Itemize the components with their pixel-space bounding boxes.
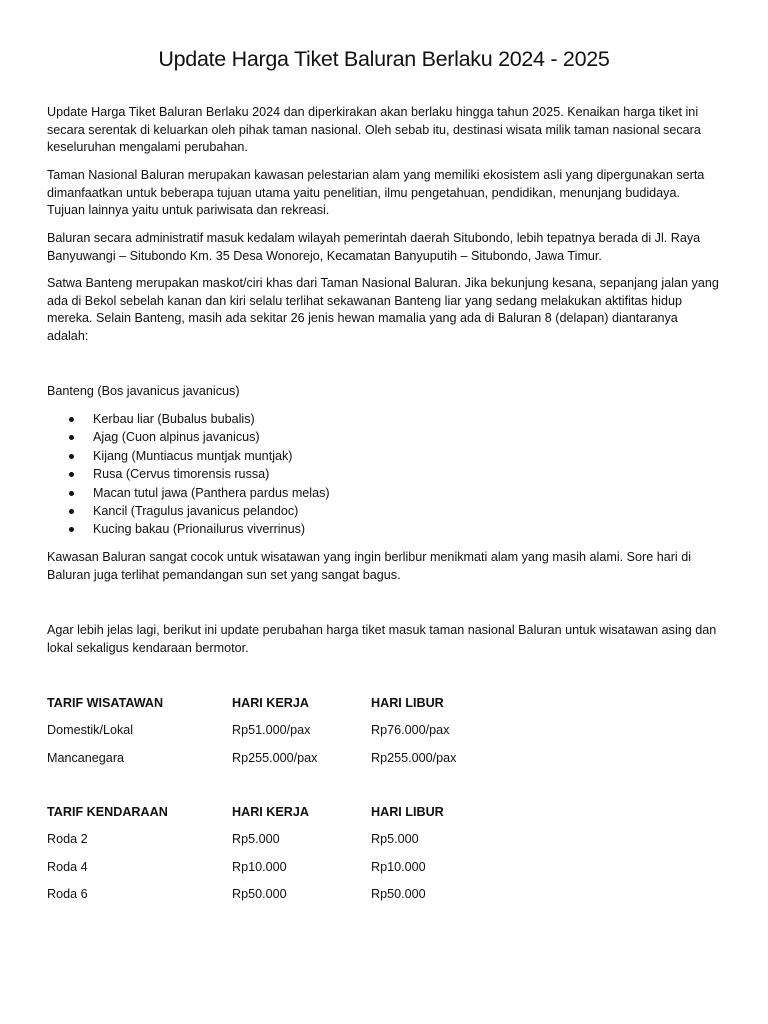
paragraph-intro-price-update: Update Harga Tiket Baluran Berlaku 2024 dan diperkirakan akan berlaku hingga tahun 2025. Kenaikan harga tiket ini secara serentak di keluarkan oleh pihak taman nasional. Oleh sebab itu, destinasi wisata milik taman nasional secara keseluruhan mengalami perubahan.: [47, 105, 701, 155]
table-cell: Rp5.000: [371, 832, 419, 847]
table-cell: Roda 2: [47, 832, 88, 847]
list-item: [47, 447, 330, 465]
list-item: [47, 428, 330, 446]
table-cell: Rp50.000: [371, 887, 426, 902]
paragraph-park-description: Taman Nasional Baluran merupakan kawasan pelestarian alam yang memiliki ekosistem asli yang dipergunakan serta dimanfaatkan untuk beberapa tujuan utama yaitu penelitian, ilmu pengetahuan, pendidikan, menunjang budidaya. Tujuan lainnya yaitu untuk pariwisata dan rekreasi.: [47, 168, 705, 218]
bullet-icon: [69, 491, 74, 496]
column-header: HARI KERJA: [232, 696, 309, 710]
list-item-text: Kancil (Tragulus javanicus pelandoc): [93, 503, 299, 518]
table-cell: Rp255.000/pax: [371, 750, 457, 765]
list-item: [47, 520, 330, 538]
first-species-line: Banteng (Bos javanicus javanicus): [47, 384, 240, 398]
table-cell: Rp76.000/pax: [371, 723, 450, 738]
paragraph-location: Baluran secara administratif masuk kedalam wilayah pemerintah daerah Situbondo, lebih tepatnya berada di Jl. Raya Banyuwangi – Situbondo Km. 35 Desa Wonorejo, Kecamatan Banyuputih – Situbondo, Jawa Timur.: [47, 231, 701, 263]
list-item-text: Kerbau liar (Bubalus bubalis): [93, 412, 255, 426]
column-header: HARI LIBUR: [371, 805, 444, 819]
table-cell: Rp10.000: [371, 859, 426, 874]
table-cell: Rp10.000: [232, 859, 287, 874]
bullet-icon: [69, 527, 74, 532]
paragraph-banteng-mascot: Satwa Banteng merupakan maskot/ciri khas dari Taman Nasional Baluran. Jika bekunjung kesana, sepanjang jalan yang ada di Bekol sebelah kanan dan kiri selalu terlihat sekawanan Banteng liar yang sedang melakukan aktifitas hidup mereka. Selain Banteng, masih ada sekitar 26 jenis hewan mamalia yang ada di Baluran 8 (delapan) diantaranya adalah:: [47, 276, 719, 343]
column-header: TARIF WISATAWAN: [47, 696, 164, 710]
paragraph-closing: Kawasan Baluran sangat cocok untuk wisatawan yang ingin berlibur menikmati alam yang masih alami. Sore hari di Baluran juga terlihat pemandangan sun set yang sangat bagus.: [47, 550, 692, 582]
table-cell: Roda 4: [47, 859, 88, 874]
paragraph-table-intro: Agar lebih jelas lagi, berikut ini update perubahan harga tiket masuk taman nasional Baluran untuk wisatawan asing dan lokal sekaligus kendaraan bermotor.: [47, 623, 717, 655]
bullet-icon: [69, 435, 74, 440]
table-cell: Mancanegara: [47, 750, 125, 765]
table-cell: Rp5.000: [232, 832, 280, 847]
list-item: [47, 410, 330, 428]
list-item-text: Kijang (Muntiacus muntjak muntjak): [93, 448, 293, 463]
bullet-icon: [69, 417, 74, 422]
table-cell: Rp255.000/pax: [232, 750, 318, 765]
column-header: HARI KERJA: [232, 805, 309, 819]
list-item: [47, 502, 330, 520]
list-item-text: Macan tutul jawa (Panthera pardus melas): [93, 485, 330, 500]
bullet-icon: [69, 472, 74, 477]
species-list: [47, 410, 330, 539]
table-cell: Rp51.000/pax: [232, 723, 311, 738]
column-header: TARIF KENDARAAN: [47, 805, 168, 819]
table-cell: Roda 6: [47, 887, 88, 902]
bullet-icon: [69, 454, 74, 459]
list-item: [47, 465, 330, 483]
table-cell: Domestik/Lokal: [47, 723, 134, 738]
list-item-text: Ajag (Cuon alpinus javanicus): [93, 430, 260, 445]
list-item-text: Rusa (Cervus timorensis russa): [93, 467, 270, 482]
list-item-text: Kucing bakau (Prionailurus viverrinus): [93, 522, 306, 537]
list-item: [47, 484, 330, 502]
bullet-icon: [69, 509, 74, 514]
column-header: HARI LIBUR: [371, 696, 444, 710]
page-title: Update Harga Tiket Baluran Berlaku 2024 - 2025: [158, 47, 610, 71]
table-cell: Rp50.000: [232, 887, 287, 902]
